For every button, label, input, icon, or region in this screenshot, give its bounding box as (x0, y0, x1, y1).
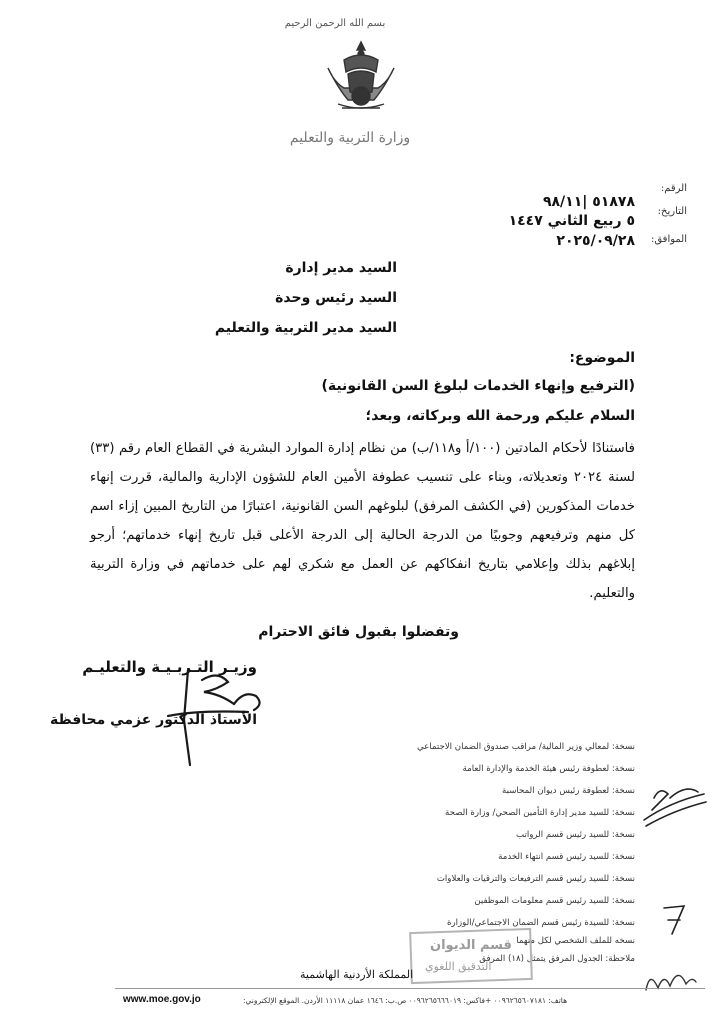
stamp-line-1: قسم الديوان (430, 938, 512, 953)
reference-number: ٥١٨٧٨ |٩٨/١١ (542, 194, 635, 210)
office-stamp (409, 928, 533, 984)
cc-line: نسخة: للسيد رئيس قسم معلومات الموظفين (474, 896, 635, 906)
basmala: بسم الله الرحمن الرحيم (284, 18, 386, 29)
cc-line: نسخة: للسيدة رئيس قسم الضمان الاجتماعي/الوزارة (446, 918, 635, 928)
addressee-3: السيد مدير التربية والتعليم (214, 320, 397, 336)
coat-of-arms-emblem (318, 38, 404, 116)
cc-line: نسخة: للسيد مدير إدارة التأمين الصحي/ وزارة الصحة (445, 808, 635, 818)
footer-organization: المملكة الأردنية الهاشمية (300, 968, 414, 981)
ministry-logo-text: وزارة التربية والتعليم (289, 130, 411, 146)
greeting: السلام عليكم ورحمة الله وبركاته، وبعد؛ (365, 408, 635, 424)
cc-line: نسخة: لعطوفة رئيس هيئة الخدمة والإدارة العامة (462, 764, 635, 774)
cc-line: نسخة: للسيد رئيس قسم الترفيعات والترقيات والعلاوات (436, 874, 635, 884)
handwritten-number-mark (660, 900, 690, 940)
closing: وتفضلوا بقبول فائق الاحترام (258, 624, 459, 640)
body-paragraph: فاستنادًا لأحكام المادتين (١٠٠/أ و١١٨/ب) من نظام إدارة الموارد البشرية في القطاع العام رقم (٣٣) لسنة ٢٠٢٤ وتعديلاته، وبناء على تنسيب عطوفة الأمين العام للشؤون الإدارية والمالية، قررت إنهاء خدمات المذكورين (في الكشف المرفق) لبلوغهم السن القانونية، اعتبارًا من التاريخ المبين إزاء اسم كل منهم وترفيعهم وجوبيًا من الدرجة الحالية إلى الدرجة الأعلى قبل تاريخ إنهاء خدماتهم؛ أرجو إبلاغهم بذلك وإعلامي بتاريخ انفكاكهم عن العمل مع شكري لهم على خدماتهم في وزارة التربية والتعليم. (90, 441, 635, 601)
hijri-date: ٥ ربيع الثاني ١٤٤٧ (508, 213, 635, 229)
corresponding-label: الموافق: (650, 234, 687, 245)
subject-text: (الترفيع وإنهاء الخدمات لبلوغ السن القانونية) (321, 378, 635, 394)
cc-line: نسخه للملف الشخصي لكل منهما (516, 936, 635, 946)
cc-line: نسخة: للسيد رئيس قسم انتهاء الخدمة (498, 852, 635, 862)
cc-line: ملاحظة: الجدول المرفق يتمثل (١٨) المرفق (479, 954, 635, 964)
footer-contact-info: هاتف: ٠٠٩٦٢٦٥٦٠٧١٨١ +فاكس: ٠٠٩٦٢٦٥٦٦٦٠١٩ ص.ب: ١٦٤٦ عمان ١١١١٨ الأردن. الموقع الإلكتروني: (243, 996, 568, 1005)
stamp-line-2: التدقيق اللغوي (425, 960, 492, 973)
handwritten-scribble (640, 960, 700, 1000)
cc-line: نسخة: لعطوفة رئيس ديوان المحاسبة (502, 786, 635, 796)
addressee-2: السيد رئيس وحدة (275, 290, 397, 306)
subject-label: الموضوع: (569, 350, 635, 366)
cc-line: نسخة: لمعالي وزير المالية/ مراقب صندوق الضمان الاجتماعي (416, 742, 635, 752)
footer-website-link[interactable]: www.moe.gov.jo (123, 994, 201, 1005)
number-label: الرقم: (660, 183, 687, 194)
handwritten-initial-mark (640, 780, 710, 830)
footer-divider (115, 988, 705, 989)
addressee-1: السيد مدير إدارة (285, 260, 397, 276)
signer-name: الأستاذ الدكتور عزمي محافظة (49, 712, 257, 728)
gregorian-date: ٢٠٢٥/٠٩/٢٨ (556, 233, 635, 249)
date-label: التاريخ: (657, 206, 687, 217)
signer-title: وزيـر التـربـيـة والتعليـم (82, 658, 257, 676)
cc-line: نسخة: للسيد رئيس قسم الرواتب (516, 830, 635, 840)
